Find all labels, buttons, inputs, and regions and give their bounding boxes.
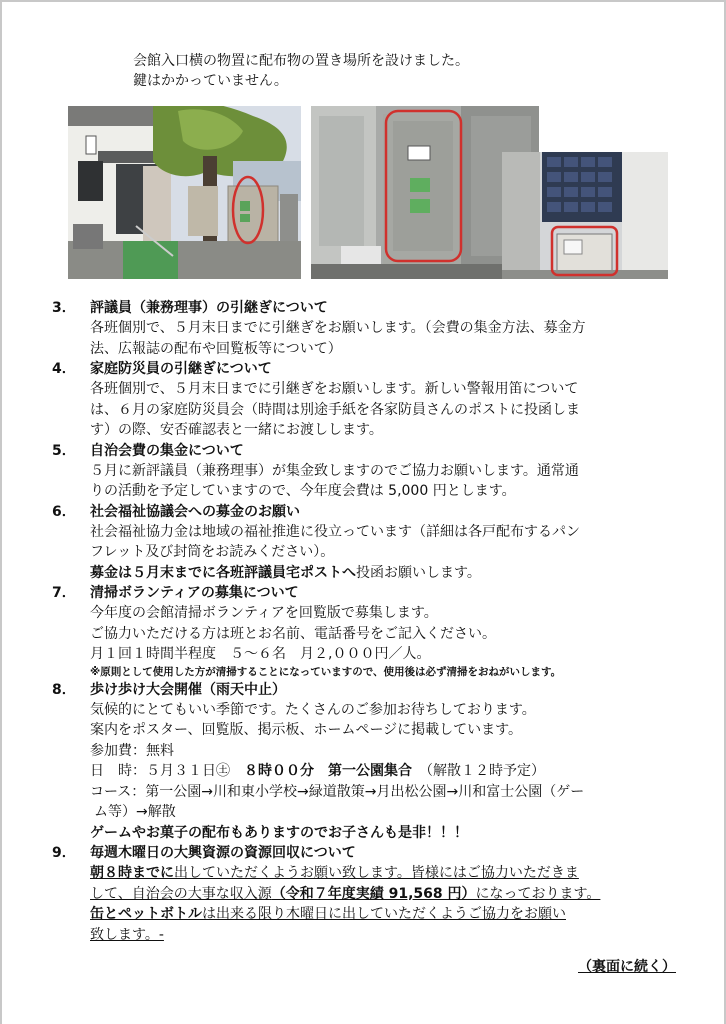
bold-text: ゲームやお菓子の配布もありますのでお子さんも是非！！！ [90, 824, 468, 841]
body-text: になっております。 [475, 885, 601, 902]
body-text: 投函お願いします。 [356, 564, 481, 581]
section-title: 自治会費の集金について [90, 442, 244, 459]
body-line: 各班個別で、５月末日までに引継ぎをお願いします。（会費の集金方法、募金方 [90, 320, 586, 336]
page-border-left [0, 0, 2, 1024]
section-title: 歩け歩け大会開催（雨天中止） [90, 681, 286, 698]
body-line: は、６月の家庭防災員会（時間は別途手紙を各家防員さんのポストに投函しま [90, 401, 580, 418]
intro-text [133, 51, 469, 91]
intro-line-1: 会館入口横の物置に配布物の置き場所を設けました。 [133, 53, 469, 69]
body-line: 法、広報誌の配布や回覧板等について） [90, 340, 342, 357]
body-line: 案内をポスター、回覧版、掲示板、ホームページに掲載しています。 [90, 722, 523, 738]
section-4 [52, 359, 692, 441]
section-9 [52, 843, 692, 945]
intro-line-2: 鍵はかかっていません。 [133, 73, 288, 89]
body-line: 気候的にとてもいい季節です。たくさんのご参加お待ちしております。 [90, 701, 536, 718]
section-8 [52, 680, 692, 844]
body-line [90, 563, 692, 584]
section-number: 7． [52, 585, 76, 601]
body-line: す）の際、安否確認表と一緒にお渡しします。 [90, 422, 383, 438]
body-line [90, 904, 692, 925]
body-line [90, 761, 692, 782]
section-6 [52, 502, 692, 584]
section-number: 8． [52, 681, 76, 698]
bold-text: 朝８時までに [90, 865, 174, 881]
body-line: ご協力いただける方は班とお名前、電話番号をご記入ください。 [90, 625, 496, 642]
section-title: 家庭防災員の引継ぎについて [90, 361, 272, 377]
section-title: 社会福祉協議会への募金のお願い [90, 503, 300, 520]
body-line: 今年度の会館清掃ボランティアを回覧版で募集します。 [90, 605, 438, 621]
body-line [90, 884, 692, 905]
bold-text: （令和７年度実績 91,568 円） [271, 885, 476, 902]
body-line [90, 925, 692, 946]
section-5 [52, 441, 692, 502]
section-title: 評議員（兼務理事）の引継ぎについて [90, 300, 328, 316]
body-line: コース：第一公園→川和東小学校→緑道散策→月出松公園→川和富士公園（ゲー [90, 783, 585, 800]
shed-interior-illustration [502, 152, 668, 279]
photo-hall-entrance [68, 106, 301, 279]
cleaning-note: ※原則として使用した方が清掃することになっていますので、使用後は必ず清掃をおねがいします。 [90, 665, 562, 678]
body-text: 致します。- [90, 926, 164, 943]
body-text: 出していただくようお願い致します。皆様にはご協力いただきま [174, 865, 579, 881]
photo-shed-interior [502, 152, 668, 279]
body-text: して、自治会の大事な収入源 [90, 885, 272, 902]
section-title: 清掃ボランティアの募集について [90, 585, 299, 601]
section-title: 毎週木曜日の大興資源の資源回収について [90, 845, 356, 861]
body-line: 参加費：無料 [90, 742, 174, 759]
bold-text: 募金は５月末までに各班評議員宅ポストへ [90, 564, 356, 581]
body-line: りの活動を予定していますので、今年度会費は 5,000 円とします。 [90, 483, 516, 499]
body-line: ５月に新評議員（兼務理事）が集金致しますのでご協力お願いします。通常通 [90, 462, 579, 479]
body-line: 社会福祉協力金は地域の福祉推進に役立っています（詳細は各戸配布するパン [90, 523, 580, 540]
section-number: 3． [52, 300, 76, 316]
section-number: 4． [52, 361, 76, 377]
body-line: 各班個別で、５月末日までに引継ぎをお願いします。新しい警報用笛について [90, 381, 579, 397]
hall-entrance-illustration [68, 106, 301, 279]
section-3 [52, 298, 692, 359]
body-text: 日 時：５月３１日㊏ [90, 763, 244, 779]
body-line: ム等）→解散 [94, 804, 176, 820]
bold-text: 缶とペットボトル [90, 906, 202, 922]
body-line [90, 863, 692, 884]
page-border-top [0, 0, 726, 2]
body-text: は出来る限り木曜日に出していただくようご協力をお願い [202, 906, 566, 922]
bold-text: ８時００分 第一公園集合 [244, 763, 412, 779]
section-number: 6． [52, 503, 76, 520]
body-text: （解散１２時予定） [412, 763, 545, 779]
body-line: 月１回１時間半程度 ５～６名 月２,０００円／人。 [90, 646, 431, 662]
notice-sections [52, 298, 692, 945]
continued-on-back-label: （裏面に続く） [578, 959, 676, 975]
section-7 [52, 583, 692, 680]
body-line [90, 823, 692, 844]
body-line: フレット及び封筒をお読みください）。 [90, 544, 335, 560]
section-number: 5． [52, 442, 76, 459]
section-number: 9． [52, 845, 76, 861]
